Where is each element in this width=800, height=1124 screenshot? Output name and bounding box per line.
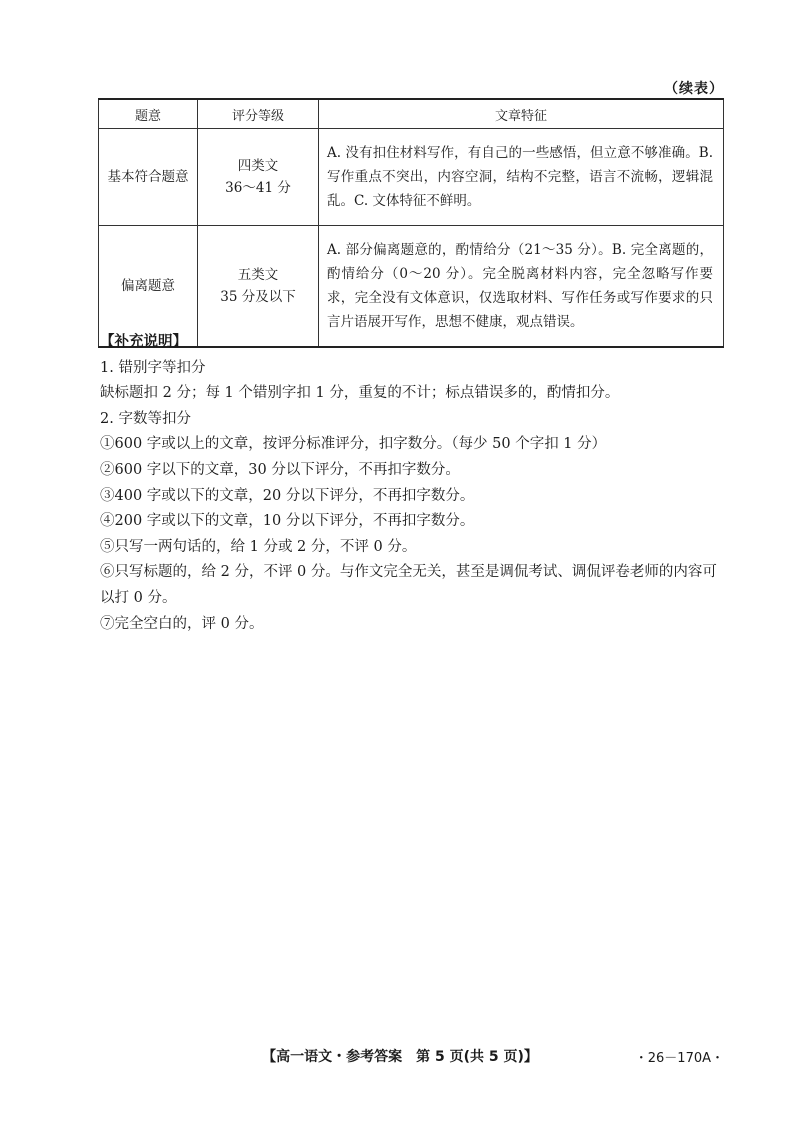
cell-features: A. 没有扣住材料写作，有自己的一些感悟，但立意不够准确。B. 写作重点不突出，内容空洞，结构不完整，语言不流畅，逻辑混乱。C. 文体特征不鲜明。 (319, 129, 724, 226)
table-row (99, 226, 724, 348)
section-title: 1. 错别字等扣分 (100, 359, 206, 376)
cell-topic: 基本符合题意 (99, 129, 198, 226)
page-code: ・26－170A・ (634, 1051, 724, 1066)
section-title: 2. 字数等扣分 (100, 410, 191, 427)
table-header-row (99, 99, 724, 129)
grade-score: 36～41 分 (225, 180, 291, 196)
page-footer: 【高一语文・参考答案 第 5 页(共 5 页)】 (262, 1049, 538, 1065)
table-row (99, 129, 724, 226)
continued-label: （续表） (664, 81, 724, 97)
rubric-table (98, 98, 724, 348)
list-item: ⑦完全空白的，评 0 分。 (100, 615, 264, 632)
grade-level: 五类文 (237, 267, 279, 283)
header-topic: 题意 (99, 99, 198, 129)
grade-score: 35 分及以下 (220, 289, 296, 305)
header-features: 文章特征 (319, 99, 724, 129)
list-item: ①600 字或以上的文章，按评分标准评分，扣字数分。（每少 50 个字扣 1 分） (100, 436, 607, 453)
list-item: ③400 字或以下的文章，20 分以下评分，不再扣字数分。 (100, 487, 475, 504)
cell-topic: 偏离题意 (99, 226, 198, 348)
cell-grade (198, 129, 319, 226)
section-text: 缺标题扣 2 分；每 1 个错别字扣 1 分，重复的不计；标点错误多的，酌情扣分。 (100, 385, 620, 402)
cell-features: A. 部分偏离题意的，酌情给分（21～35 分）。B. 完全离题的，酌情给分（0～20 分）。完全脱离材料内容，完全忽略写作要求，完全没有文体意识，仅选取材料、写作任务或写作要求的只言片语展开写作，思想不健康，观点错误。 (319, 226, 724, 348)
supplementary-notes (100, 330, 730, 637)
list-item: ②600 字以下的文章，30 分以下评分，不再扣字数分。 (100, 461, 460, 478)
cell-grade (198, 226, 319, 348)
notes-heading: 【补充说明】 (100, 334, 187, 350)
list-item: ④200 字或以下的文章，10 分以下评分，不再扣字数分。 (100, 513, 475, 530)
list-item: ⑥只写标题的，给 2 分，不评 0 分。与作文完全无关，甚至是调侃考试、调侃评卷老师的内容可以打 0 分。 (100, 564, 717, 606)
list-item: ⑤只写一两句话的，给 1 分或 2 分，不评 0 分。 (100, 538, 417, 555)
grade-level: 四类文 (237, 158, 279, 174)
header-grade: 评分等级 (198, 99, 319, 129)
